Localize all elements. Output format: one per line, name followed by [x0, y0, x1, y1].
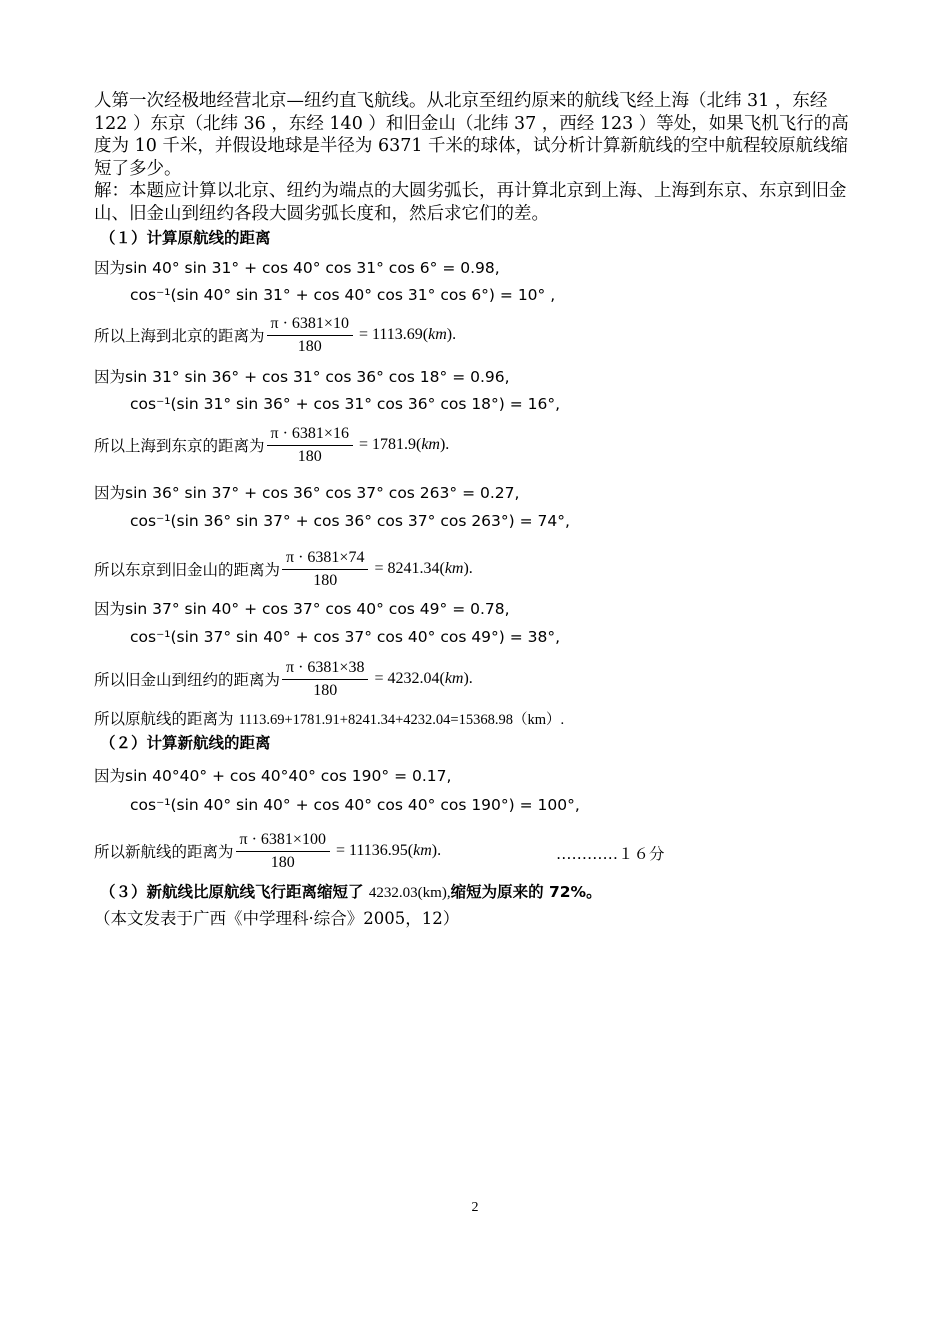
new-route-result: = 11136.95( [335, 842, 414, 859]
new-route-unit: km [413, 842, 432, 859]
step3-arccos: cos⁻¹(sin 36° sin 37° + cos 36° cos 37° cos 263°) = 74°, [130, 512, 570, 530]
step4-fraction [282, 659, 368, 700]
step1-equation: 因为sin 40° sin 31° + cos 40° cos 31° cos 6° = 0.98, [94, 259, 500, 277]
step2-tail: ). [439, 436, 450, 453]
step1-arccos: cos⁻¹(sin 40° sin 31° + cos 40° cos 31° cos 6°) = 10° , [130, 286, 556, 304]
step1-numerator: π · 6381×10 [267, 315, 353, 336]
step3-denominator: 180 [313, 571, 338, 589]
conclusion-prefix: （３）新航线比原航线飞行距离缩短了 [100, 883, 364, 901]
step3-distance [94, 544, 473, 594]
step3-unit: km [444, 560, 464, 577]
problem-statement [94, 90, 864, 225]
step3-result: = 8241.34( [374, 560, 445, 577]
step2-result: = 1781.9( [358, 436, 422, 453]
step4-equation: 因为sin 37° sin 40° + cos 37° cos 40° cos 49° = 0.78, [94, 600, 510, 618]
step4-numerator: π · 6381×38 [282, 659, 368, 680]
step2-equation: 因为sin 31° sin 36° + cos 31° cos 36° cos 18° = 0.96, [94, 368, 510, 386]
score-note: …………１６分 [556, 845, 665, 863]
step1-denominator: 180 [297, 337, 322, 355]
new-route-equation: 因为sin 40°40° + cos 40°40° cos 190° = 0.17, [94, 767, 452, 785]
step4-denominator: 180 [313, 681, 338, 699]
step3-tail: ). [463, 560, 473, 577]
part3-conclusion [100, 880, 602, 902]
total-label: 所以原航线的距离为 [94, 710, 234, 728]
step1-fraction [267, 315, 353, 356]
publication-source: （本文发表于广西《中学理科·综合》2005，12） [94, 909, 460, 928]
problem-text: 人第一次经极地经营北京—纽约直飞航线。从北京至纽约原来的航线飞经上海（北纬 31 ，东经 122 ）东京（北纬 36 ，东经 140 ）和旧金山（北纬 37 ，西经 123 ）等处，如果飞机飞行的高度为 10 千米，并假设地球是半径为 6371 千米的球体，试分析计算新航线的空中航程较原航线缩短了多少。 [94, 91, 849, 179]
new-route-fraction [236, 831, 330, 872]
solution-intro: 解：本题应计算以北京、纽约为端点的大圆劣弧长，再计算北京到上海、上海到东京、东京到旧金山、旧金山到纽约各段大圆劣弧长度和，然后求它们的差。 [94, 181, 847, 224]
step1-label: 所以上海到北京的距离为 [94, 327, 265, 345]
step2-numerator: π · 6381×16 [267, 425, 353, 446]
new-route-numerator: π · 6381×100 [236, 831, 330, 852]
step4-unit: km [444, 670, 464, 687]
part1-heading: （１）计算原航线的距离 [100, 229, 271, 247]
step4-result: = 4232.04( [374, 670, 445, 687]
step2-unit: km [421, 436, 440, 453]
new-route-arccos: cos⁻¹(sin 40° sin 40° + cos 40° cos 40° cos 190°) = 100°, [130, 796, 580, 814]
step1-tail: ). [446, 326, 457, 343]
step3-numerator: π · 6381×74 [282, 549, 368, 570]
part2-heading: （２）计算新航线的距离 [100, 734, 271, 752]
step1-result: = 1113.69( [358, 326, 429, 343]
new-route-distance [94, 826, 441, 876]
step2-denominator: 180 [297, 447, 322, 465]
step4-distance [94, 654, 473, 704]
page-number: 2 [471, 1200, 479, 1215]
conclusion-value: 4232.03(km), [368, 885, 451, 901]
step4-label: 所以旧金山到纽约的距离为 [94, 671, 281, 689]
new-route-denominator: 180 [270, 853, 295, 871]
original-route-total [94, 707, 564, 729]
conclusion-suffix: 缩短为原来的 72%。 [450, 883, 602, 901]
step2-arccos: cos⁻¹(sin 31° sin 36° + cos 31° cos 36° cos 18°) = 16°, [130, 395, 561, 413]
step2-label: 所以上海到东京的距离为 [94, 437, 265, 455]
new-route-tail: ). [431, 842, 442, 859]
total-value: 1113.69+1781.91+8241.34+4232.04=15368.98（km）. [238, 712, 565, 728]
step3-label: 所以东京到旧金山的距离为 [94, 561, 281, 579]
step1-unit: km [428, 326, 447, 343]
step2-distance [94, 420, 449, 470]
step1-distance [94, 310, 456, 360]
step4-arccos: cos⁻¹(sin 37° sin 40° + cos 37° cos 40° cos 49°) = 38°, [130, 628, 561, 646]
step3-fraction [282, 549, 368, 590]
step4-tail: ). [463, 670, 473, 687]
step3-equation: 因为sin 36° sin 37° + cos 36° cos 37° cos 263° = 0.27, [94, 484, 520, 502]
new-route-label: 所以新航线的距离为 [94, 843, 234, 861]
step2-fraction [267, 425, 353, 466]
